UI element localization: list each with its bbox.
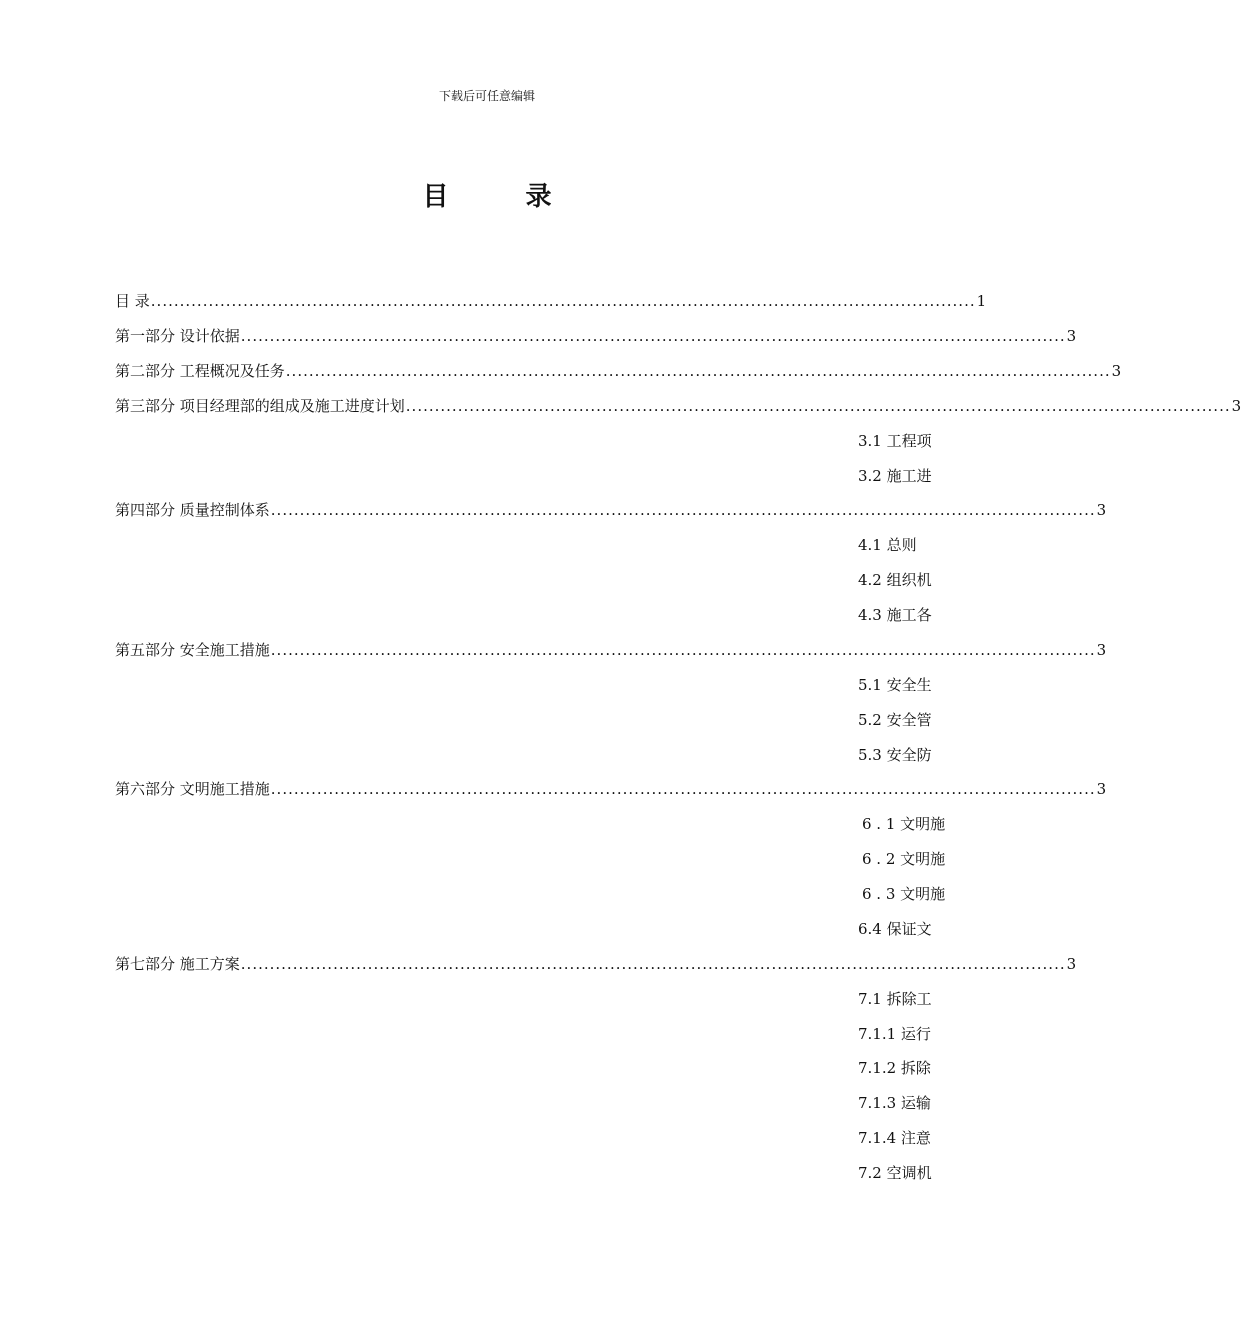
toc-entry-contents[interactable]: [115, 290, 987, 312]
toc-leader-dots: ...............................................................................................................................................: [285, 362, 1111, 380]
toc-subentry-7-2[interactable]: 7.2 空调机: [858, 1164, 932, 1182]
toc-page-number: 3: [1231, 397, 1241, 415]
toc-leader-dots: ...............................................................................................................................................: [270, 780, 1096, 798]
toc-subentry-3-1[interactable]: 3.1 工程项: [858, 432, 932, 450]
toc-entry-label: 第四部分 质量控制体系: [115, 501, 270, 519]
toc-subentry-5-2[interactable]: 5.2 安全管: [858, 711, 932, 729]
toc-leader-dots: ...............................................................................................................................................: [405, 397, 1231, 415]
toc-entry-label: 第七部分 施工方案: [115, 955, 240, 973]
toc-entry-label: 第六部分 文明施工措施: [115, 780, 270, 798]
toc-leader-dots: ...............................................................................................................................................: [150, 292, 976, 310]
toc-subentry-5-3[interactable]: 5.3 安全防: [858, 746, 932, 764]
toc-subentry-6-3[interactable]: 6 . 3 文明施: [862, 885, 946, 903]
page-title: 目 录: [422, 182, 586, 212]
toc-entry-part-4[interactable]: [115, 499, 1107, 521]
toc-entry-part-5[interactable]: [115, 639, 1107, 661]
toc-leader-dots: ...............................................................................................................................................: [240, 327, 1066, 345]
toc-entry-part-6[interactable]: [115, 778, 1107, 800]
toc-leader-dots: ...............................................................................................................................................: [270, 641, 1096, 659]
toc-entry-label: 第二部分 工程概况及任务: [115, 362, 285, 380]
toc-entry-part-7[interactable]: [115, 953, 1077, 975]
toc-subentry-4-3[interactable]: 4.3 施工各: [858, 606, 932, 624]
toc-page-number: 3: [1096, 501, 1107, 519]
toc-leader-dots: ...............................................................................................................................................: [240, 955, 1066, 973]
toc-subentry-7-1-4[interactable]: 7.1.4 注意: [858, 1129, 931, 1147]
toc-subentry-5-1[interactable]: 5.1 安全生: [858, 676, 932, 694]
toc-page-number: 3: [1096, 641, 1107, 659]
toc-subentry-6-4[interactable]: 6.4 保证文: [858, 920, 932, 938]
toc-entry-label: 目 录: [115, 292, 150, 310]
toc-page-number: 3: [1096, 780, 1107, 798]
toc-subentry-7-1[interactable]: 7.1 拆除工: [858, 990, 932, 1008]
toc-subentry-6-1[interactable]: 6 . 1 文明施: [862, 815, 946, 833]
toc-page-number: 3: [1066, 955, 1077, 973]
toc-entry-part-3[interactable]: [115, 395, 1241, 417]
toc-subentry-7-1-3[interactable]: 7.1.3 运输: [858, 1094, 931, 1112]
toc-page-number: 3: [1066, 327, 1077, 345]
toc-entry-part-1[interactable]: [115, 325, 1077, 347]
toc-subentry-7-1-1[interactable]: 7.1.1 运行: [858, 1025, 931, 1043]
toc-entry-label: 第五部分 安全施工措施: [115, 641, 270, 659]
toc-subentry-7-1-2[interactable]: 7.1.2 拆除: [858, 1059, 931, 1077]
toc-subentry-4-1[interactable]: 4.1 总则: [858, 536, 917, 554]
toc-entry-label: 第一部分 设计依据: [115, 327, 240, 345]
toc-entry-part-2[interactable]: [115, 360, 1122, 382]
header-note: 下载后可任意编辑: [438, 89, 535, 103]
toc-entry-label: 第三部分 项目经理部的组成及施工进度计划: [115, 397, 405, 415]
toc-leader-dots: ...............................................................................................................................................: [270, 501, 1096, 519]
toc-page-number: 3: [1111, 362, 1122, 380]
toc-page-number: 1: [976, 292, 987, 310]
toc-subentry-4-2[interactable]: 4.2 组织机: [858, 571, 932, 589]
toc-subentry-6-2[interactable]: 6 . 2 文明施: [862, 850, 946, 868]
toc-subentry-3-2[interactable]: 3.2 施工进: [858, 467, 932, 485]
